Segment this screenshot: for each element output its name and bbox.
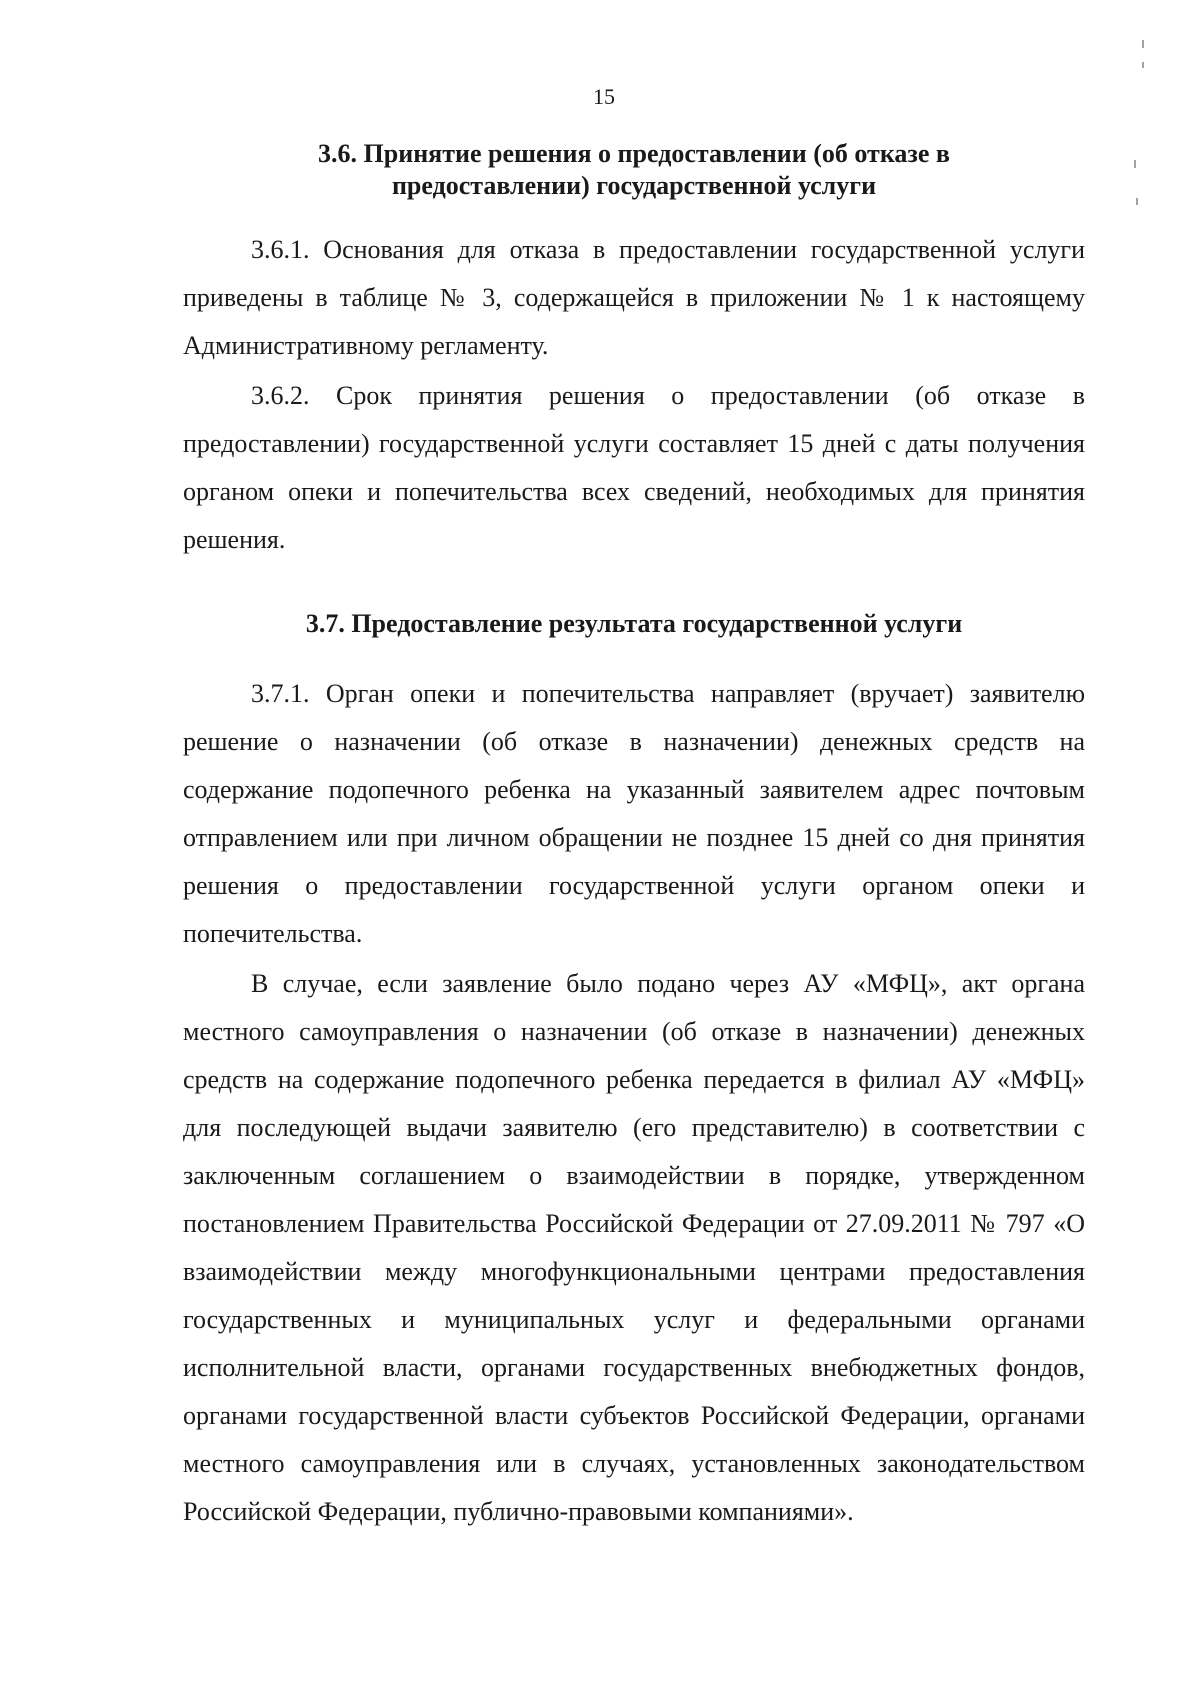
- scan-artifact: [1134, 160, 1136, 168]
- section-heading-3-7: 3.7. Предоставление результата государственной услуги: [305, 609, 963, 638]
- scan-artifact: [1142, 62, 1144, 68]
- paragraph-3-7-1: 3.7.1. Орган опеки и попечительства направляет (вручает) заявителю решение о назначении (об отказе в назначении) денежных средств на содержание подопечного ребенка на указанный заявителем адрес почтовым отправлением или при личном обращении не позднее 15 дней со дня принятия решения о предоставлении государственной услуги органом опеки и попечительства.: [183, 679, 1085, 948]
- scan-artifact: [1142, 40, 1144, 48]
- paragraph-3-6-2: 3.6.2. Срок принятия решения о предоставлении (об отказе в предоставлении) государственной услуги составляет 15 дней с даты получения органом опеки и попечительства всех сведений, необходимых для принятия решения.: [183, 381, 1085, 554]
- paragraph-3-6-1: 3.6.1. Основания для отказа в предоставлении государственной услуги приведены в таблице № 3, содержащейся в приложении № 1 к настоящему Административному регламенту.: [183, 235, 1085, 360]
- paragraph-3-7-2: В случае, если заявление было подано через АУ «МФЦ», акт органа местного самоуправления о назначении (об отказе в назначении) денежных средств на содержание подопечного ребенка передается в филиал АУ «МФЦ» для последующей выдачи заявителю (его представителю) в соответствии с заключенным соглашением о взаимодействии в порядке, утвержденном постановлением Правительства Российской Федерации от 27.09.2011 № 797 «О взаимодействии между многофункциональными центрами предоставления государственных и муниципальных услуг и федеральными органами исполнительной власти, органами государственных внебюджетных фондов, органами государственной власти субъектов Российской Федерации, органами местного самоуправления или в случаях, установленных законодательством Российской Федерации, публично-правовыми компаниями».: [183, 969, 1085, 1526]
- heading-line: 3.6. Принятие решения о предоставлении (об отказе в: [318, 139, 950, 168]
- section-3-6: [183, 138, 1085, 202]
- heading-line: предоставлении) государственной услуги: [391, 171, 877, 200]
- scan-artifact: [1136, 198, 1138, 205]
- section-heading-3-6: [183, 138, 1085, 202]
- document-body: [183, 138, 1085, 1536]
- section-3-7: [183, 608, 1085, 640]
- page-number: 15: [593, 84, 615, 109]
